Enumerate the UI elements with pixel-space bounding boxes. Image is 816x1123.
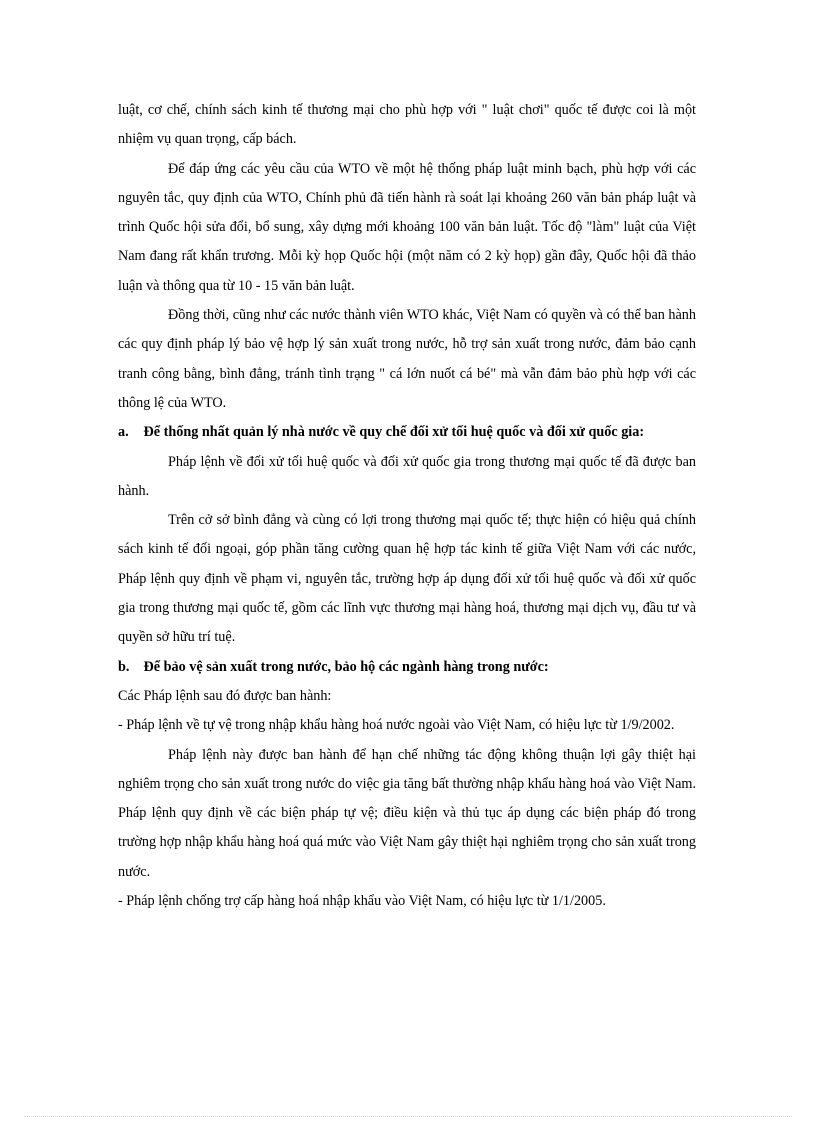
section-title-b: Để bảo vệ sản xuất trong nước, bảo hộ các ngành hàng trong nước: <box>143 658 549 675</box>
paragraph-wto-legal-review: Để đáp ứng các yêu cầu của WTO về một hệ thống pháp luật minh bạch, phù hợp với các nguyên tắc, quy định của WTO, Chính phủ đã tiến hành rà soát lại khoảng 260 văn bản pháp luật và trình Quốc hội sửa đổi, bổ sung, xây dựng mới khoảng 100 văn bản luật. Tốc độ "làm" luật của Việt Nam đang rất khẩn trương. Mỗi kỳ họp Quốc hội (một năm có 2 kỳ họp) gần đây, Quốc hội đã thảo luận và thông qua từ 10 - 15 văn bản luật. <box>118 160 696 294</box>
document-page <box>118 96 696 916</box>
section-title-a: Để thống nhất quản lý nhà nước về quy chế đối xử tối huệ quốc và đối xử quốc gia: <box>143 424 645 441</box>
list-item-safeguard-ordinance: - Pháp lệnh về tự vệ trong nhập khẩu hàng hoá nước ngoài vào Việt Nam, có hiệu lực từ 1/9/2002. <box>118 717 675 734</box>
paragraph-ordinance-mfn: Pháp lệnh về đối xử tối huệ quốc và đối xử quốc gia trong thương mại quốc tế đã được ban hành. <box>118 453 696 499</box>
paragraph-member-rights: Đồng thời, cũng như các nước thành viên WTO khác, Việt Nam có quyền và có thể ban hành các quy định pháp lý bảo vệ hợp lý sản xuất trong nước, hỗ trợ sản xuất trong nước, đảm bảo cạnh tranh công bằng, bình đẳng, tránh tình trạng " cá lớn nuốt cá bé" mà vẫn đảm bảo phù hợp với các thông lệ của WTO. <box>118 307 696 411</box>
paragraph-safeguard-details: Pháp lệnh này được ban hành để hạn chế những tác động không thuận lợi gây thiệt hại nghiêm trọng cho sản xuất trong nước do việc gia tăng bất thường nhập khẩu hàng hoá vào Việt Nam. Pháp lệnh quy định về các biện pháp tự vệ; điều kiện và thủ tục áp dụng các biện pháp đó trong trường hợp nhập khẩu hàng hoá quá mức vào Việt Nam gây thiệt hại nghiêm trọng cho sản xuất trong nước. <box>118 746 696 880</box>
paragraph-intro: luật, cơ chế, chính sách kinh tế thương mại cho phù hợp với " luật chơi" quốc tế được coi là một nhiệm vụ quan trọng, cấp bách. <box>118 102 696 148</box>
section-label-a: a. <box>118 424 129 441</box>
section-heading-b <box>118 653 696 682</box>
list-item-subsidy-ordinance: - Pháp lệnh chống trợ cấp hàng hoá nhập khẩu vào Việt Nam, có hiệu lực từ 1/1/2005. <box>118 893 606 910</box>
paragraph-ordinance-scope: Trên cở sở bình đẳng và cùng có lợi trong thương mại quốc tế; thực hiện có hiệu quả chính sách kinh tế đối ngoại, góp phần tăng cường quan hệ hợp tác kinh tế giữa Việt Nam với các nước, Pháp lệnh quy định về phạm vi, nguyên tắc, trường hợp áp dụng đối xử tối huệ quốc và đối xử quốc gia trong thương mại quốc tế, gồm các lĩnh vực thương mại hàng hoá, thương mại dịch vụ, đầu tư và quyền sở hữu trí tuệ. <box>118 512 696 646</box>
section-label-b: b. <box>118 658 130 675</box>
page-bottom-divider <box>24 1116 792 1117</box>
section-heading-a <box>118 418 696 447</box>
paragraph-ordinances-list-intro: Các Pháp lệnh sau đó được ban hành: <box>118 687 332 704</box>
